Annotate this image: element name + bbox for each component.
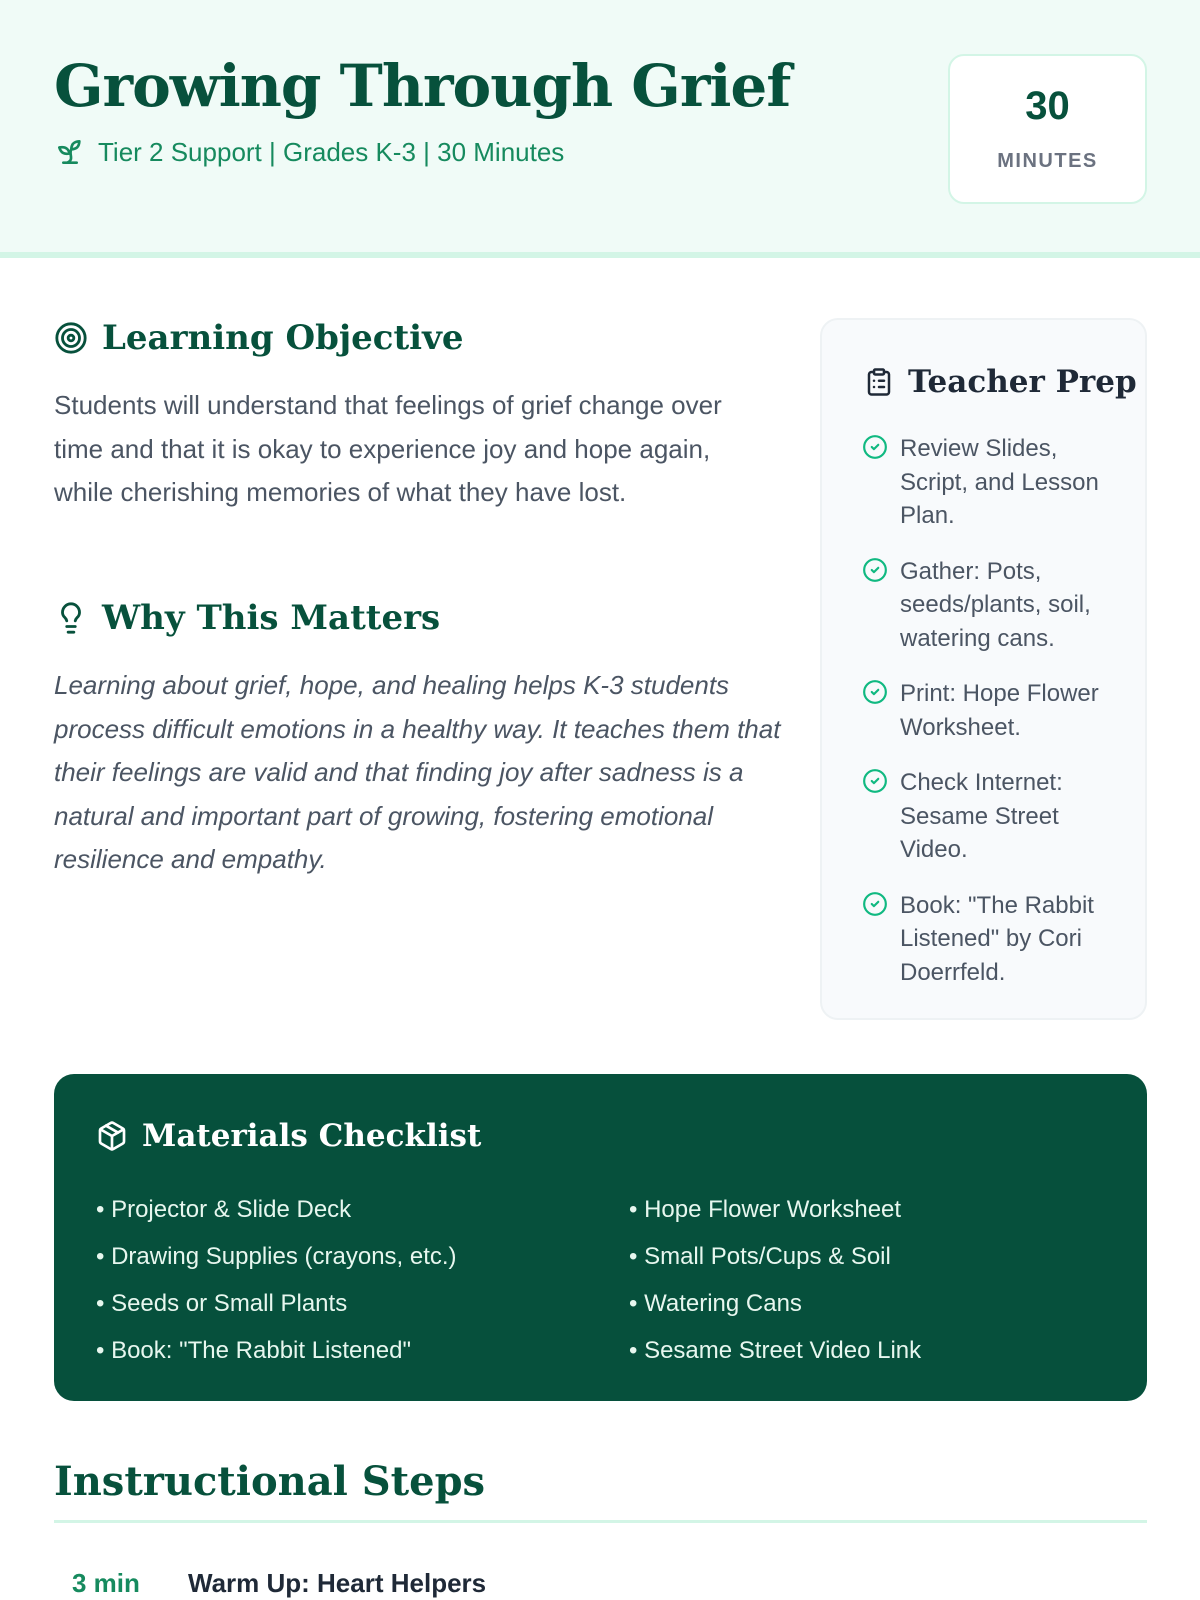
teacher-prep-card xyxy=(820,318,1147,1020)
lesson-meta-text: Tier 2 Support | Grades K-3 | 30 Minutes xyxy=(98,136,565,167)
prep-item-text: Check Internet: Sesame Street Video. xyxy=(900,769,1063,863)
material-item: • Seeds or Small Plants xyxy=(96,1280,457,1327)
check-circle-icon xyxy=(862,557,888,583)
material-item: • Watering Cans xyxy=(629,1280,921,1327)
duration-card xyxy=(948,54,1147,204)
materials-checklist xyxy=(54,1074,1147,1401)
material-item: • Hope Flower Worksheet xyxy=(629,1186,921,1233)
materials-list-left xyxy=(96,1186,457,1374)
lightbulb-icon xyxy=(54,601,88,635)
steps-divider xyxy=(54,1520,1147,1523)
clipboard-icon xyxy=(864,367,894,397)
prep-item-text: Review Slides, Script, and Lesson Plan. xyxy=(900,435,1099,529)
prep-item-text: Book: "The Rabbit Listened" by Cori Doerrfeld. xyxy=(900,891,1094,986)
prep-item-text: Gather: Pots, seeds/plants, soil, watering cans. xyxy=(900,557,1091,652)
why-heading xyxy=(54,598,440,638)
material-item: • Projector & Slide Deck xyxy=(96,1186,457,1233)
lesson-meta xyxy=(54,136,564,168)
teacher-prep-list xyxy=(862,432,1122,1011)
teacher-prep-heading xyxy=(864,364,1137,400)
duration-value: 30 xyxy=(1025,84,1070,128)
check-circle-icon xyxy=(862,768,888,794)
material-item: • Small Pots/Cups & Soil xyxy=(629,1233,921,1280)
materials-list-right xyxy=(629,1186,921,1374)
materials-heading xyxy=(96,1118,481,1154)
prep-item xyxy=(862,432,1122,533)
objective-text: Students will understand that feelings of grief change over time and that it is okay to experience joy and hope again, while cherishing memories of what they have lost. xyxy=(54,390,722,507)
prep-item xyxy=(862,555,1122,656)
duration-label: MINUTES xyxy=(997,150,1098,172)
page-title: Growing Through Grief xyxy=(54,52,791,120)
check-circle-icon xyxy=(862,434,888,460)
why-heading-text: Why This Matters xyxy=(102,598,441,638)
prep-item xyxy=(862,677,1122,744)
objective-heading xyxy=(54,318,463,358)
box-icon xyxy=(96,1120,128,1152)
steps-heading: Instructional Steps xyxy=(54,1458,486,1505)
objective-heading-text: Learning Objective xyxy=(102,318,464,358)
sprout-icon xyxy=(54,136,86,168)
step-duration: 3 min xyxy=(72,1568,140,1598)
materials-heading-text: Materials Checklist xyxy=(142,1118,482,1154)
material-item: • Book: "The Rabbit Listened" xyxy=(96,1327,457,1374)
prep-item xyxy=(862,766,1122,867)
material-item: • Sesame Street Video Link xyxy=(629,1327,921,1374)
prep-item xyxy=(862,889,1122,990)
material-item: • Drawing Supplies (crayons, etc.) xyxy=(96,1233,457,1280)
target-icon xyxy=(54,321,88,355)
teacher-prep-heading-text: Teacher Prep xyxy=(908,364,1137,400)
lesson-header xyxy=(0,0,1200,258)
check-circle-icon xyxy=(862,891,888,917)
why-text: Learning about grief, hope, and healing helps K-3 students process difficult emotions in a healthy way. It teaches them that their feelings are valid and that finding joy after sadness is a natural and important part of growing, fostering emotional resilience and empathy. xyxy=(54,670,781,874)
check-circle-icon xyxy=(862,679,888,705)
prep-item-text: Print: Hope Flower Worksheet. xyxy=(900,680,1099,741)
step-title: Warm Up: Heart Helpers xyxy=(188,1568,487,1598)
